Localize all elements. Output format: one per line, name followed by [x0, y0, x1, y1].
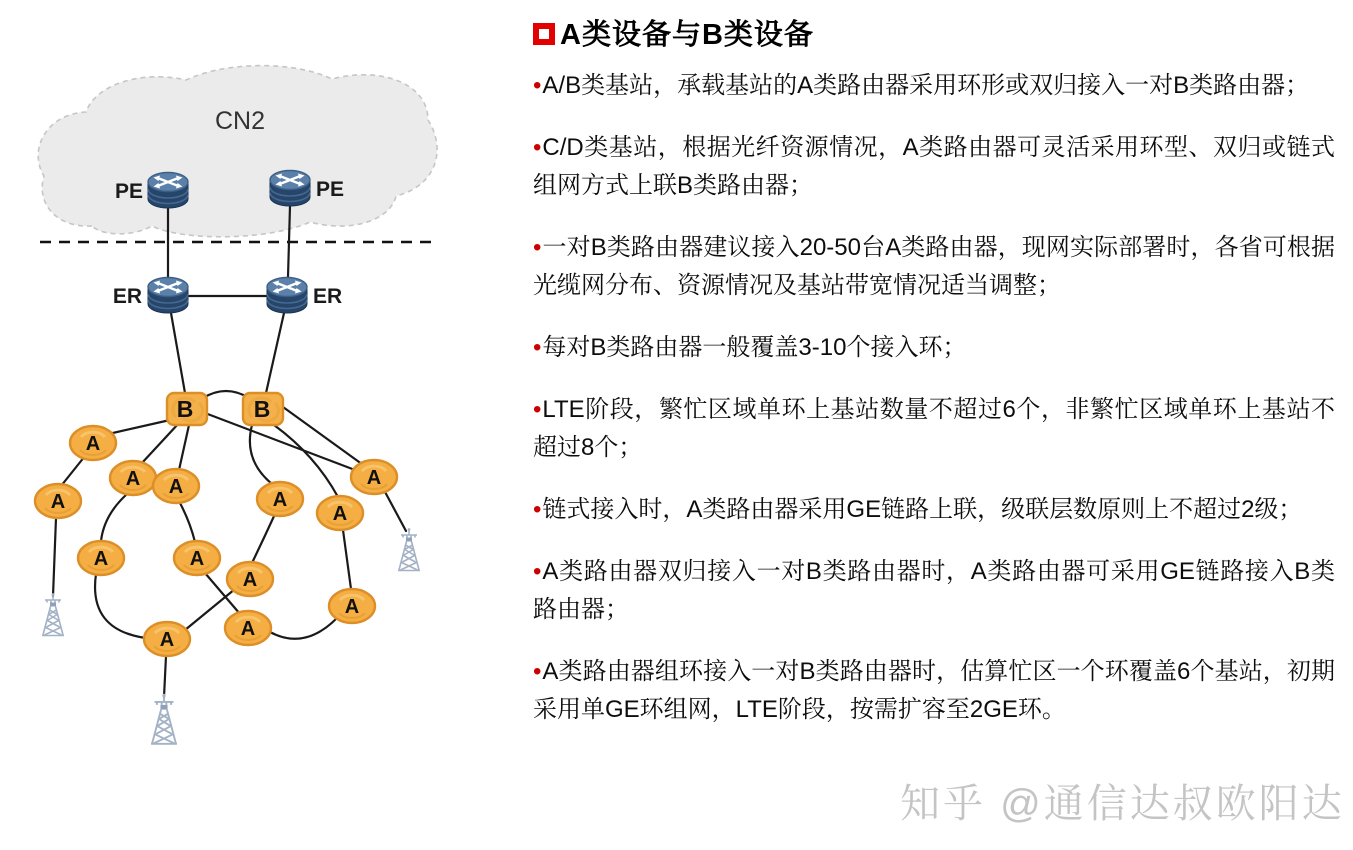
red-square-bullet-icon: [533, 23, 555, 45]
a-router-label: A: [242, 569, 258, 591]
base-station-tower-icon: [398, 528, 420, 570]
link-a3-a9: [180, 503, 195, 542]
a-router-label: A: [366, 467, 382, 489]
bullet-item: [533, 67, 1335, 105]
page-title: A类设备与B类设备: [560, 19, 814, 51]
a-router-label: A: [189, 548, 205, 570]
er-router-icon: [267, 278, 307, 314]
link-er1-b1: [171, 313, 185, 393]
base-station-tower-icon: [151, 694, 177, 744]
link-a8-a12: [95, 574, 146, 638]
bullet-dot: •: [533, 134, 542, 161]
bullet-dot: •: [533, 334, 542, 361]
cloud-shape: [38, 66, 437, 237]
link-er2-b2: [266, 313, 284, 393]
er-router-icon: [148, 278, 188, 314]
link-b1-a1: [104, 420, 170, 435]
link-a11-a13: [270, 617, 338, 639]
bullet-dot: •: [533, 72, 542, 99]
a-router-icon: [70, 426, 116, 460]
a-router-label: A: [50, 491, 66, 513]
bullet-item: [533, 653, 1335, 729]
b-router-icon: [167, 393, 207, 425]
a-router-icon: [174, 541, 220, 575]
slide-text-panel: [533, 12, 1335, 753]
a-router-label: A: [159, 629, 175, 651]
a-router-icon: [317, 496, 363, 530]
link-a10-a5: [252, 514, 275, 563]
bullet-dot: •: [533, 234, 542, 261]
a-router-label: A: [272, 489, 288, 511]
bullet-item: [533, 229, 1335, 305]
bullet-text: A类路由器双归接入一对B类路由器时，A类路由器可采用GE链路接入B类路由器；: [533, 558, 1335, 623]
a-router-icon: [257, 482, 303, 516]
pe-label: PE: [114, 180, 143, 203]
a-router-label: A: [93, 548, 109, 570]
bullet-item: [533, 391, 1335, 467]
bullet-text: 一对B类路由器建议接入20-50台A类路由器，现网实际部署时，各省可根据光缆网分布、资源情况及基站带宽情况适当调整；: [533, 234, 1335, 299]
link-a2-a8: [101, 494, 127, 541]
bullet-dot: •: [533, 496, 542, 523]
a-router-icon: [153, 469, 199, 503]
pe-label: PE: [316, 178, 345, 201]
link-b1-a3: [179, 425, 189, 470]
er-label: ER: [313, 285, 343, 308]
a-router-icon: [144, 622, 190, 656]
cloud-label: CN2: [214, 107, 266, 135]
link-b1-a2: [141, 423, 179, 464]
a-router-label: A: [332, 503, 348, 525]
base-station-tower-icon: [42, 593, 64, 635]
link-a4-tower-left: [53, 518, 56, 596]
a-router-icon: [329, 589, 375, 623]
a-router-icon: [110, 461, 156, 495]
bullet-item: [533, 553, 1335, 629]
pe-router-icon: [148, 173, 188, 209]
a-router-icon: [225, 611, 271, 645]
pe-router-icon: [270, 171, 310, 207]
link-a12-tower-bottom: [164, 656, 166, 697]
a-router-label: A: [85, 433, 101, 455]
bullet-text: 链式接入时，A类路由器采用GE链路上联，级联层数原则上不超过2级；: [542, 496, 1303, 523]
network-topology-diagram: [0, 0, 520, 845]
b-router-label: B: [253, 396, 271, 422]
a-router-icon: [35, 484, 81, 518]
bullet-dot: •: [533, 396, 542, 423]
slide-title-row: [533, 12, 1335, 53]
link-a13-a6: [343, 530, 351, 589]
bullet-dot: •: [533, 558, 542, 585]
a-router-label: A: [168, 476, 184, 498]
zhihu-watermark: 知乎 @通信达叔欧阳达: [900, 782, 1345, 826]
bullet-text: LTE阶段，繁忙区域单环上基站数量不超过6个，非繁忙区域单环上基站不超过8个；: [533, 396, 1335, 461]
bullet-dot: •: [533, 658, 542, 685]
bullet-text: 每对B类路由器一般覆盖3-10个接入环；: [542, 334, 967, 361]
a-router-icon: [351, 460, 397, 494]
b-router-icon: [243, 393, 283, 425]
link-a1-a4: [61, 456, 85, 486]
a-router-icon: [227, 562, 273, 596]
link-b1-b2-arc: [203, 391, 249, 398]
link-a7-tower-right: [384, 490, 406, 531]
bullet-text: A类路由器组环接入一对B类路由器时，估算忙区一个环覆盖6个基站，初期采用单GE环组网，LTE阶段，按需扩容至2GE环。: [533, 658, 1335, 723]
bullet-item: [533, 129, 1335, 205]
topology-svg: [0, 0, 520, 845]
b-router-label: B: [176, 396, 194, 422]
a-router-label: A: [344, 596, 360, 618]
bullet-item: [533, 329, 1335, 367]
bullet-text: C/D类基站，根据光纤资源情况，A类路由器可灵活采用环型、双归或链式组网方式上联B类路由器；: [533, 134, 1335, 199]
a-router-label: A: [240, 618, 256, 640]
bullet-item: [533, 491, 1335, 529]
a-router-icon: [78, 541, 124, 575]
bullet-text: A/B类基站，承载基站的A类路由器采用环形或双归接入一对B类路由器；: [542, 72, 1310, 99]
er-label: ER: [112, 285, 142, 308]
a-router-label: A: [125, 468, 141, 490]
